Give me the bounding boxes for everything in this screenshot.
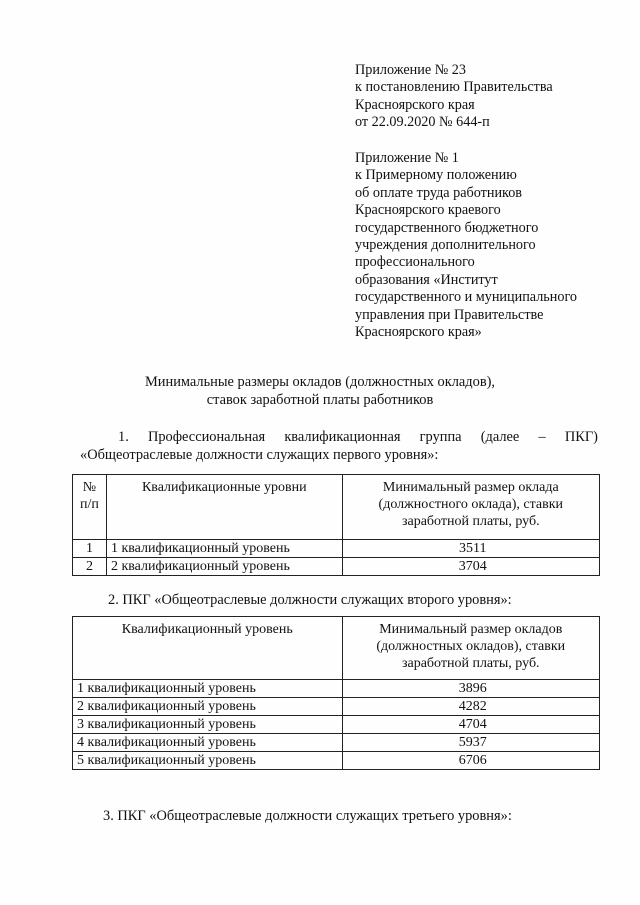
table-row [73,558,600,576]
table-header-row [73,475,600,540]
row-number: 1 [73,540,107,558]
word: Профессиональная [147,429,266,445]
table-row [73,752,600,770]
word: 1. [118,429,129,445]
row-level: 5 квалификационный уровень [73,752,343,770]
title-line: ставок заработной платы работников [206,392,434,408]
title-line: Минимальные размеры окладов (должностных окладов), [145,374,495,390]
row-salary: 3896 [342,680,599,698]
document-title [60,373,580,409]
row-salary: 5937 [342,734,599,752]
word: группа [419,429,462,445]
salary-table-1 [72,474,600,576]
appendix-line: учреждения дополнительного [355,237,536,254]
section-1-line-2: «Общеотраслевые должности служащих первого уровня»: [80,447,439,463]
appendix-line: к Примерному положению [355,167,517,184]
appendix-line: об оплате труда работников [355,184,523,201]
row-level: 1 квалификационный уровень [73,680,343,698]
column-header-salary: Минимальный размер окладов (должностных окладов), ставки заработной платы, руб. [342,617,599,680]
section-1-heading [80,428,598,464]
column-header-level: Квалификационные уровни [106,475,342,540]
row-level: 4 квалификационный уровень [73,734,343,752]
appendix-line: Красноярского краевого [355,202,501,219]
appendix-line: к постановлению Правительства [355,79,553,96]
appendix-header-2 [355,150,635,341]
appendix-line: образования «Институт [355,271,498,288]
appendix-line: Приложение № 23 [355,62,466,78]
table-row [73,680,600,698]
word: (далее [480,429,520,445]
appendix-line: государственного и муниципального [355,289,578,306]
table-row [73,698,600,716]
appendix-line: от 22.09.2020 № 644-п [355,114,490,131]
row-salary: 4282 [342,698,599,716]
table-header-row [73,617,600,680]
table-row [73,734,600,752]
row-level: 2 квалификационный уровень [73,698,343,716]
word: ПКГ) [564,429,598,445]
row-level: 1 квалификационный уровень [106,540,342,558]
appendix-line: Красноярского края» [355,324,482,341]
row-salary: 6706 [342,752,599,770]
row-salary: 3704 [342,558,599,576]
section-2-heading: 2. ПКГ «Общеотраслевые должности служащих второго уровня»: [108,592,512,608]
column-header-salary: Минимальный размер оклада (должностного оклада), ставки заработной платы, руб. [342,475,599,540]
row-salary: 3511 [342,540,599,558]
column-header-number: № п/п [73,475,107,540]
appendix-line: Приложение № 1 [355,150,459,166]
word: – [538,429,546,445]
row-number: 2 [73,558,107,576]
appendix-line: государственного бюджетного [355,219,539,236]
table-row [73,540,600,558]
section-1-line-1 [80,428,598,446]
appendix-line: управления при Правительстве [355,306,544,323]
row-salary: 4704 [342,716,599,734]
salary-table-2 [72,616,600,770]
appendix-line: профессионального [355,254,475,271]
appendix-line: Красноярского края [355,96,475,113]
row-level: 3 квалификационный уровень [73,716,343,734]
column-header-level: Квалификационный уровень [73,617,343,680]
appendix-header-1 [355,62,635,132]
table-row [73,716,600,734]
word: квалификационная [284,429,401,445]
row-level: 2 квалификационный уровень [106,558,342,576]
section-3-heading: 3. ПКГ «Общеотраслевые должности служащих третьего уровня»: [103,808,512,824]
